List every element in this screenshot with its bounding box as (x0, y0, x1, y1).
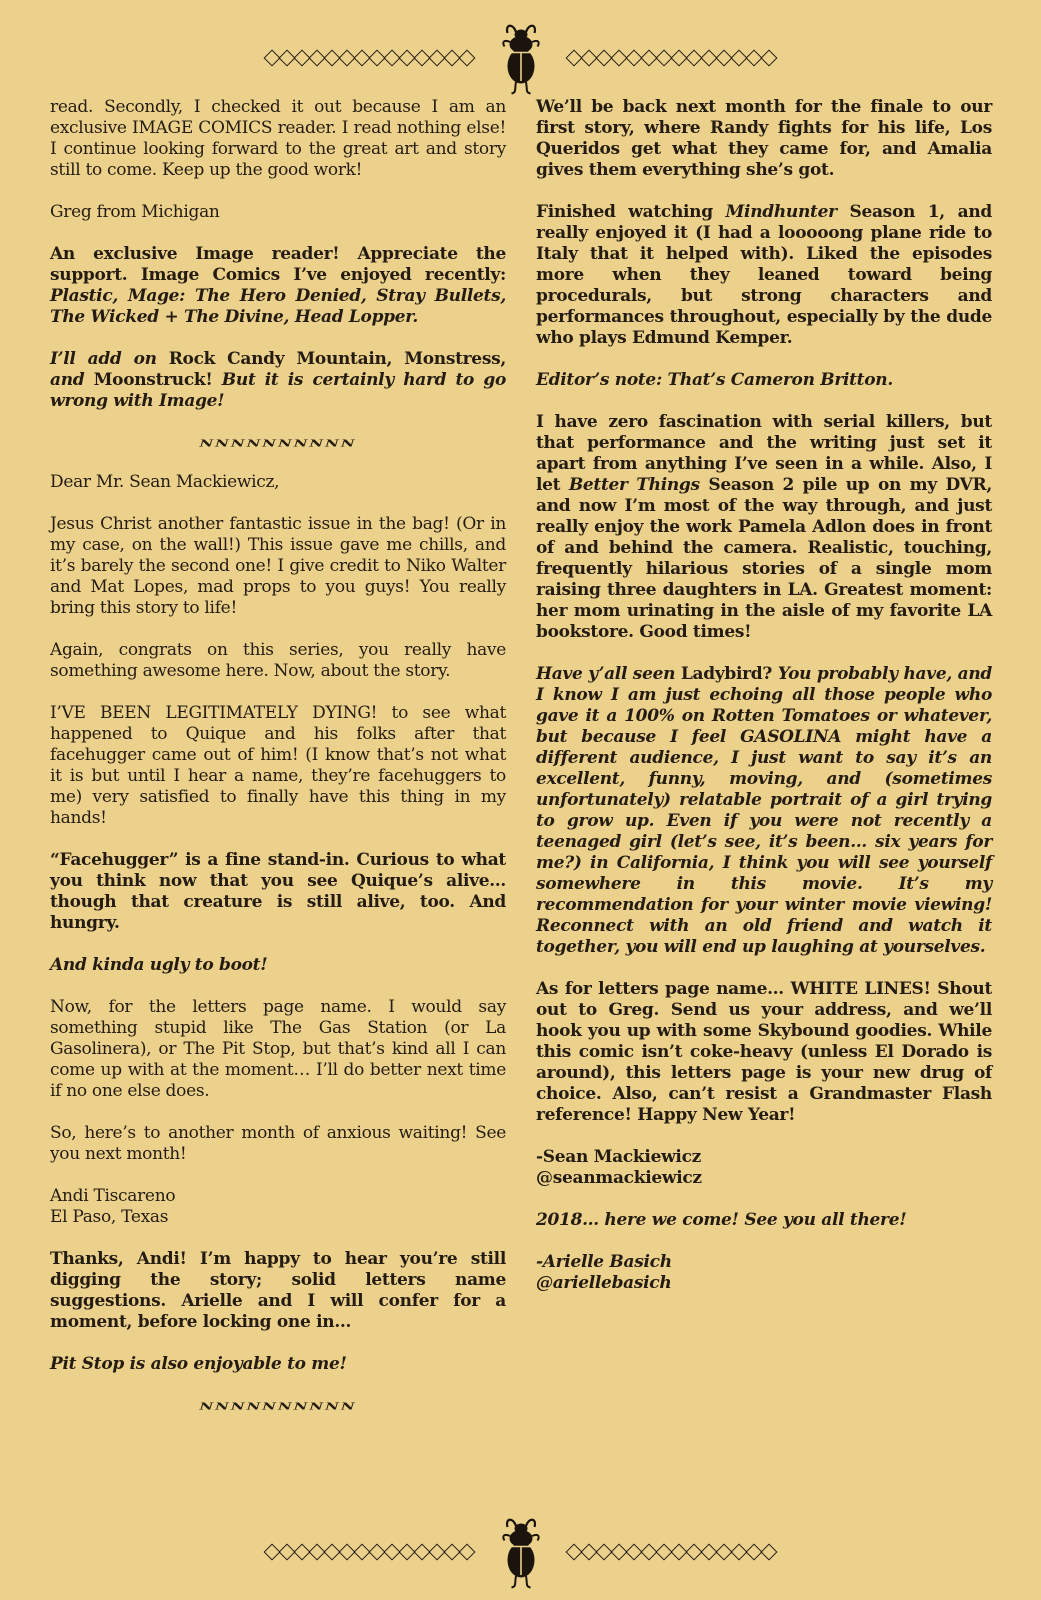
text-segment: I’ll add on (50, 349, 169, 369)
letters-paragraph (50, 514, 506, 619)
text-segment: read. Secondly, I checked it out because I am an exclusive IMAGE COMICS reader. I read nothing else! I continue looking forward to the great art and story still to come. Keep up the good work! (50, 97, 506, 180)
letters-paragraph (536, 664, 992, 958)
letters-paragraph (50, 850, 506, 934)
text-segment: An exclusive Image reader! Appreciate the support. Image Comics I’ve enjoyed recently: (50, 244, 506, 285)
letters-paragraph (50, 349, 506, 412)
text-segment: Editor’s note: That’s Cameron Britton. (536, 370, 893, 390)
text-segment: Moonstruck! (93, 370, 213, 390)
text-segment: We’ll be back next month for the finale to our first story, where Randy fights for his life, Los Queridos get what they came for, and Amalia gives them everything she’s got. (536, 97, 992, 180)
squiggle-divider (50, 1400, 506, 1413)
text-segment: Season 2 pile up on my DVR, and now I’m most of the way through, and just really enjoy the work Pamela Adlon does in front of and behind the camera. Realistic, touching, frequently hilarious stories of a single mom raising three daughters in LA. Greatest moment: her mom urinating in the aisle of my favorite LA bookstore. Good times! (536, 475, 992, 642)
diamond-chain-left (265, 1546, 475, 1558)
text-segment: Rock Candy Mountain, Monstress, (168, 349, 506, 369)
text-segment: NNNNNNNNNN (199, 1400, 357, 1412)
text-segment: Greg from Michigan (50, 202, 220, 222)
diamond-chain-right (567, 52, 777, 64)
text-segment: So, here’s to another month of anxious waiting! See you next month! (50, 1123, 506, 1164)
letters-paragraph (536, 97, 992, 181)
text-segment: As for letters page name… WHITE LINES! Shout out to Greg. Send us your address, and we’ll hook you up with some Skybound goodies. While this comic isn’t coke-heavy (unless El Dorado is around), this letters page is your new drug of choice. Also, can’t resist a Grandmaster Flash reference! Happy New Year! (536, 979, 992, 1125)
text-segment: Pit Stop is also enjoyable to me! (50, 1354, 347, 1374)
beetle-icon (499, 1515, 543, 1589)
diamond-icon (459, 1544, 476, 1561)
letters-paragraph (50, 244, 506, 328)
right-column (536, 97, 992, 1435)
text-segment: Mindhunter (725, 202, 837, 222)
text-segment: You probably have, and I know I am just echoing all those people who gave it a 100% on Rotten Tomatoes or whatever, but because I feel GASOLINA might have a different audience, I just want to say it’s an excellent, funny, moving, and (sometimes unfortunately) relatable portrait of a girl trying to grow up. Even if you were not recently a teenaged girl (let’s see, it’s been… six years for me?) in California, I think you will see yourself somewhere in this movie. It’s my recommendation for your winter movie viewing! Reconnect with an old friend and watch it together, you will end up laughing at yourselves. (536, 664, 993, 957)
text-segment: Jesus Christ another fantastic issue in the bag! (Or in my case, on the wall!) This issue gave me chills, and it’s barely the second one! I give credit to Niko Walter and Mat Lopes, mad props to you guys! You really bring this story to life! (50, 514, 506, 618)
text-segment: and (50, 370, 94, 390)
text-segment: I have zero fascination with serial killers, but that performance and the writing just set it apart from anything I’ve seen in a while. Also, I let (536, 412, 992, 495)
text-segment: Finished watching (536, 202, 726, 222)
letters-paragraph (536, 202, 992, 349)
diamond-icon (459, 50, 476, 67)
text-segment: But it is certainly hard to go wrong with Image! (50, 370, 506, 411)
top-ornament (0, 18, 1041, 98)
letters-paragraph (536, 1147, 992, 1189)
text-segment: And kinda ugly to boot! (50, 955, 268, 975)
letters-paragraph (50, 472, 506, 493)
letters-columns (50, 97, 992, 1435)
text-segment: Plastic, Mage: The Hero Denied, Stray Bullets, The Wicked + The Divine, Head Lopper. (50, 286, 506, 327)
letters-paragraph (536, 1210, 992, 1231)
letters-paragraph (50, 1123, 506, 1165)
text-segment: Thanks, Andi! I’m happy to hear you’re still digging the story; solid letters name suggestions. Arielle and I will confer for a moment, before locking one in… (50, 1249, 506, 1332)
text-segment: Have y’all seen (536, 664, 681, 684)
letters-paragraph (50, 202, 506, 223)
text-segment: Now, for the letters page name. I would say something stupid like The Gas Station (or La Gasolinera), or The Pit Stop, but that’s kind all I can come up with at the moment… I’ll do better next time if no one else does. (50, 997, 506, 1101)
letters-paragraph (536, 412, 992, 643)
letters-paragraph (50, 955, 506, 976)
text-segment: Again, congrats on this series, you really have something awesome here. Now, about the story. (50, 640, 506, 681)
letters-paragraph (536, 1252, 992, 1294)
text-segment: Season 1, and really enjoyed it (I had a looooong plane ride to Italy that it helped with). Liked the episodes more when they leaned toward being procedurals, but strong characters and performances throughout, especially by the dude who plays Edmund Kemper. (536, 202, 992, 348)
text-segment: Ladybird? (680, 664, 773, 684)
diamond-chain-right (567, 1546, 777, 1558)
letters-paragraph (50, 97, 506, 181)
text-segment: -Arielle Basich @ariellebasich (536, 1252, 672, 1293)
letters-paragraph (50, 1249, 506, 1333)
text-segment: “Facehugger” is a fine stand-in. Curious to what you think now that you see Quique’s alive… though that creature is still alive, too. And hungry. (50, 850, 506, 933)
left-column (50, 97, 506, 1435)
letters-paragraph (50, 1186, 506, 1228)
diamond-icon (761, 1544, 778, 1561)
letters-paragraph (50, 997, 506, 1102)
letters-paragraph (50, 640, 506, 682)
text-segment: I’VE BEEN LEGITIMATELY DYING! to see what happened to Quique and his folks after that facehugger came out of him! (I know that’s not what it is but until I hear a name, they’re facehuggers to me) very satisfied to finally have this thing in my hands! (50, 703, 506, 828)
text-segment: Andi Tiscareno El Paso, Texas (50, 1186, 176, 1227)
diamond-chain-left (265, 52, 475, 64)
text-segment: Better Things (568, 475, 700, 495)
bottom-ornament (0, 1512, 1041, 1592)
letters-paragraph (536, 979, 992, 1126)
beetle-icon (499, 21, 543, 95)
squiggle-divider (50, 437, 506, 450)
letters-paragraph (50, 1354, 506, 1375)
text-segment: Dear Mr. Sean Mackiewicz, (50, 472, 280, 492)
text-segment: NNNNNNNNNN (199, 437, 357, 449)
letters-paragraph (50, 703, 506, 829)
text-segment: -Sean Mackiewicz @seanmackiewicz (536, 1147, 702, 1188)
letters-paragraph (536, 370, 992, 391)
text-segment: 2018… here we come! See you all there! (536, 1210, 907, 1230)
diamond-icon (761, 50, 778, 67)
